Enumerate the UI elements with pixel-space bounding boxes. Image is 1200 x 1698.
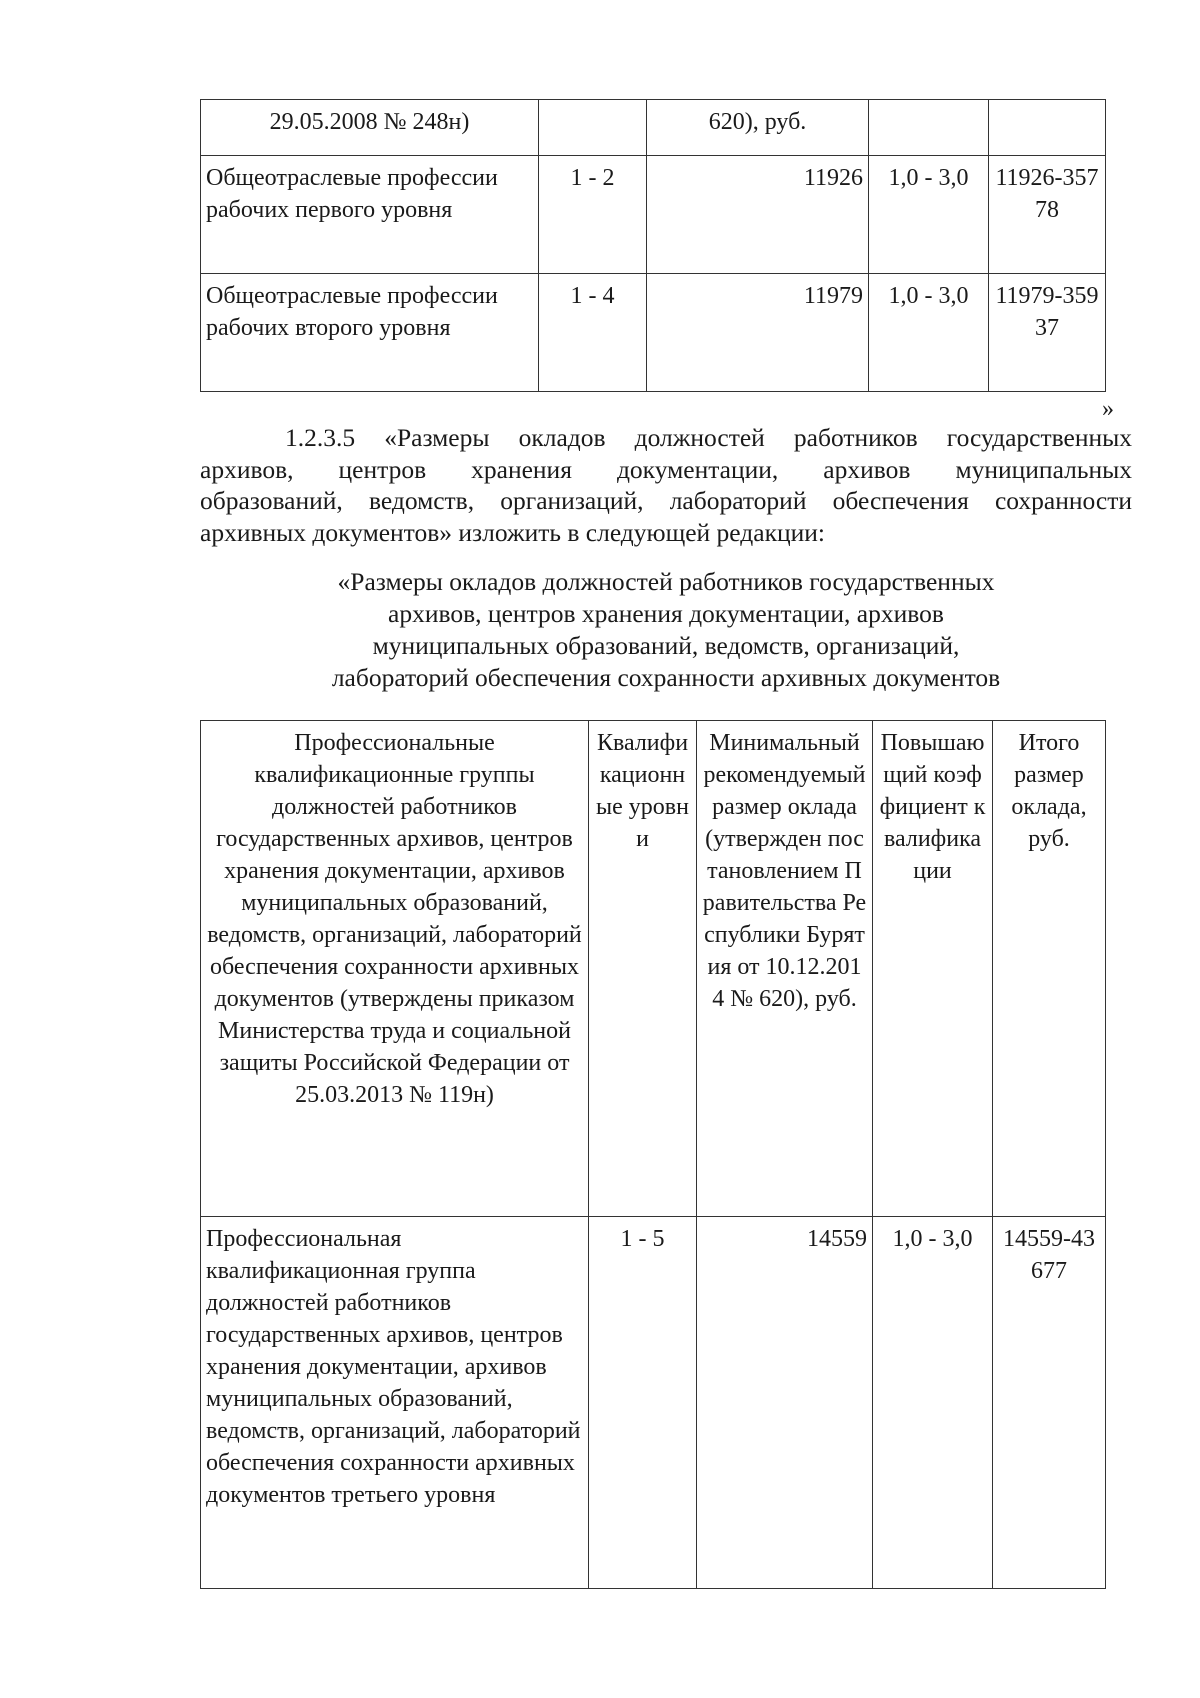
salary-cell: 14559 [697, 1217, 873, 1589]
coefficient-cell: 1,0 - 3,0 [873, 1217, 993, 1589]
salary-table-continuation [200, 99, 1106, 392]
heading-line: муниципальных образований, ведомств, организаций, [372, 631, 960, 660]
paragraph-line: архивов, центров хранения документации, архивов муниципальных [200, 454, 1132, 484]
coefficient-cell: 1,0 - 3,0 [869, 156, 989, 274]
paragraph-line: 1.2.3.5 «Размеры окладов должностей работников государственных [285, 423, 1132, 452]
total-cell: 11979-35937 [989, 274, 1106, 392]
table-header-row [201, 721, 1106, 1217]
archive-salary-table [200, 720, 1106, 1589]
heading-line: лабораторий обеспечения сохранности архивных документов [331, 663, 1001, 692]
salary-cell: 11926 [647, 156, 869, 274]
header-group-name: Профессиональные квалификационные группы должностей работников государственных архивов, центров хранения документации, архивов муниципальных образований, ведомств, организаций, лабораторий обеспечения сохранности архивных документов (утверждены приказом Министерства труда и социальной защиты Российской Федерации от 25.03.2013 № 119н) [201, 721, 589, 1217]
closing-quote: » [1102, 396, 1114, 422]
amendment-paragraph [200, 422, 1132, 548]
paragraph-line: образований, ведомств, организаций, лабораторий обеспечения сохранности [200, 486, 1132, 515]
level-cell [539, 100, 647, 156]
paragraph-line: архивных документов» изложить в следующей редакции: [200, 517, 825, 547]
table-row [201, 100, 1106, 156]
header-level: Квалификационные уровни [589, 721, 697, 1217]
group-name-cell: Общеотраслевые профессии рабочих первого уровня [201, 156, 539, 274]
group-name-cell: 29.05.2008 № 248н) [201, 100, 539, 156]
level-cell: 1 - 4 [539, 274, 647, 392]
total-cell: 11926-35778 [989, 156, 1106, 274]
header-total: Итого размер оклада, руб. [993, 721, 1106, 1217]
table-row [201, 274, 1106, 392]
heading-line: «Размеры окладов должностей работников государственных [337, 567, 995, 596]
coefficient-cell: 1,0 - 3,0 [869, 274, 989, 392]
salary-cell: 620), руб. [647, 100, 869, 156]
table-heading [200, 566, 1132, 694]
total-cell: 14559-43677 [993, 1217, 1106, 1589]
group-name-cell: Профессиональная квалификационная группа должностей работников государственных архивов, центров хранения документации, архивов муниципальных образований, ведомств, организаций, лабораторий обеспечения сохранности архивных документов третьего уровня [201, 1217, 589, 1589]
coefficient-cell [869, 100, 989, 156]
header-salary: Минимальный рекомендуемый размер оклада (утвержден постановлением Правительства Республики Бурятия от 10.12.2014 № 620), руб. [697, 721, 873, 1217]
group-name-cell: Общеотраслевые профессии рабочих второго уровня [201, 274, 539, 392]
header-coefficient: Повышающий коэффициент квалификации [873, 721, 993, 1217]
level-cell: 1 - 5 [589, 1217, 697, 1589]
table-row [201, 1217, 1106, 1589]
salary-cell: 11979 [647, 274, 869, 392]
table-row [201, 156, 1106, 274]
total-cell [989, 100, 1106, 156]
heading-line: архивов, центров хранения документации, архивов [388, 599, 944, 628]
level-cell: 1 - 2 [539, 156, 647, 274]
